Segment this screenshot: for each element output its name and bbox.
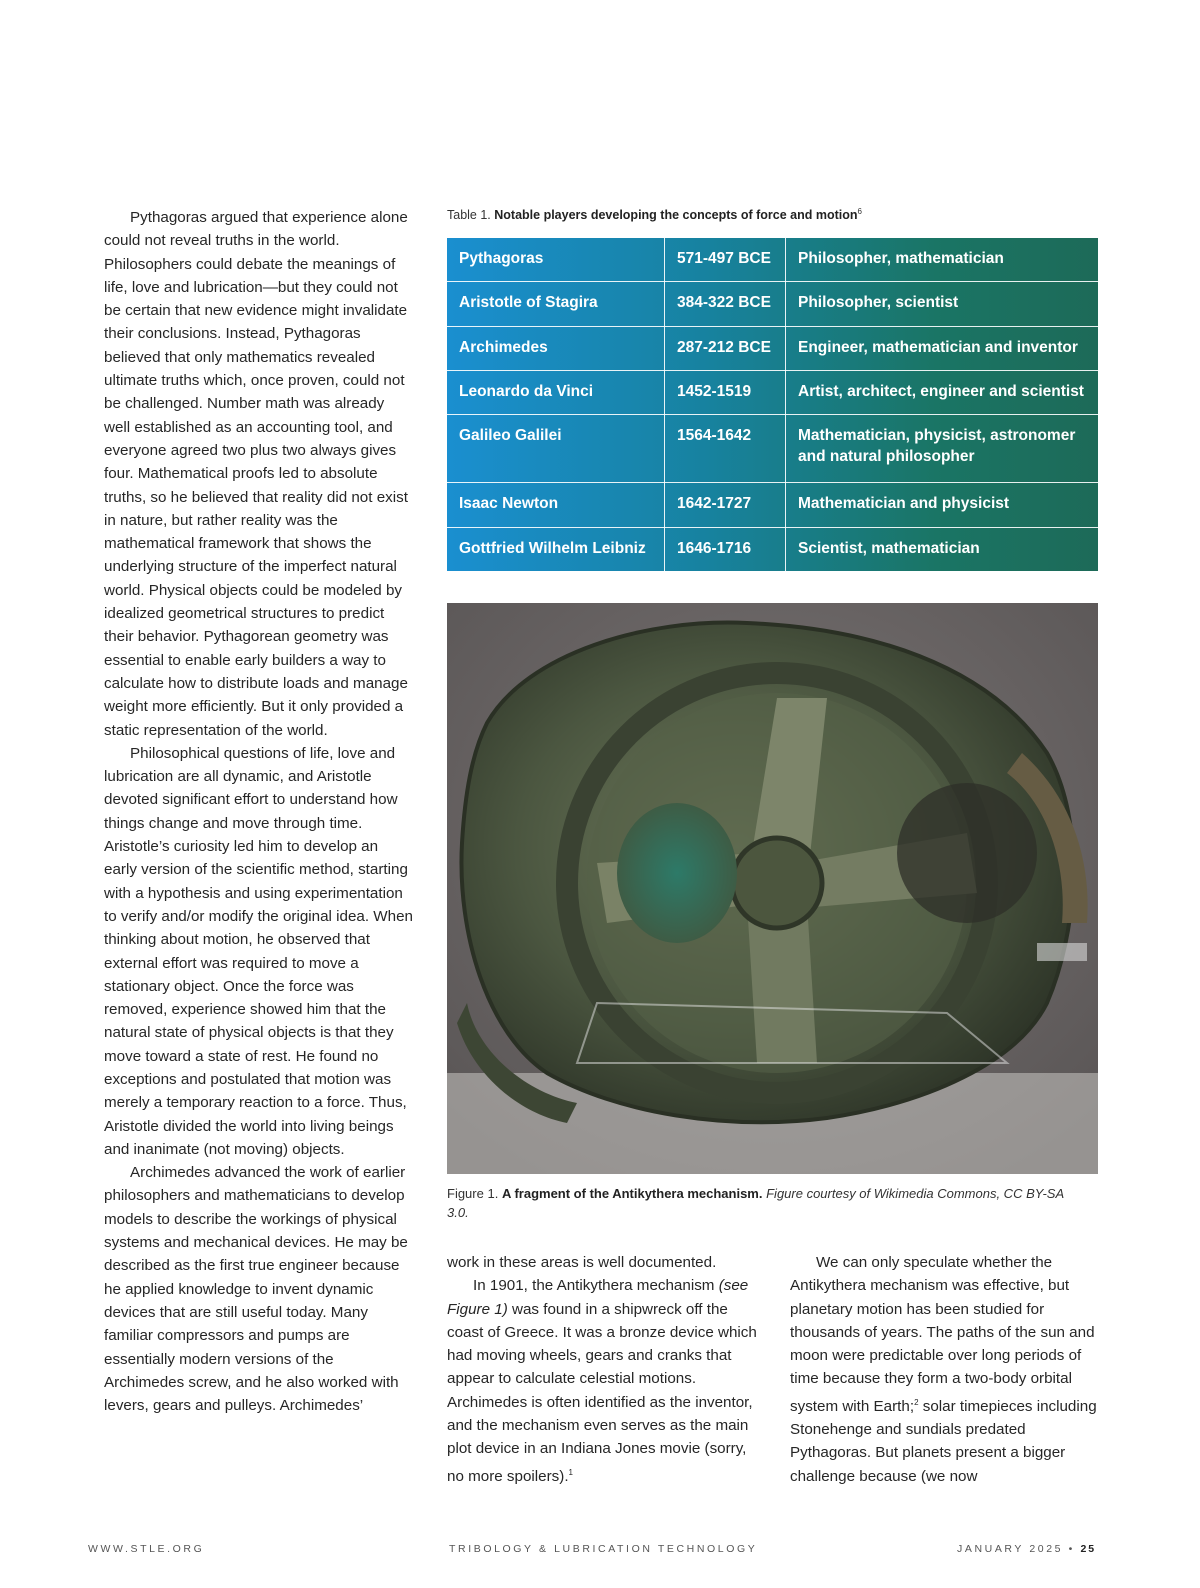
- table-row: [447, 415, 1098, 483]
- planetary-text-start: We can only speculate whether the Antikythera mechanism was effective, but planetary motion has been studied for thousands of years. The paths of the sun and moon were predictable over long periods of time because they form a two-body orbital system with Earth;: [790, 1254, 1095, 1415]
- middle-text-column: [447, 1251, 762, 1488]
- player-dates-cell: 1642-1727: [665, 483, 786, 527]
- antikythera-fragment-illustration: [447, 603, 1098, 1174]
- figure-caption: [447, 1184, 1087, 1222]
- paragraph-antikythera: [447, 1274, 762, 1488]
- footer-separator: •: [1068, 1543, 1075, 1555]
- player-role-cell: Scientist, mathematician: [786, 527, 1099, 571]
- player-dates-cell: 287-212 BCE: [665, 326, 786, 370]
- table-row: [447, 326, 1098, 370]
- page-number: 25: [1080, 1543, 1097, 1555]
- table-row: [447, 527, 1098, 571]
- table-row: [447, 370, 1098, 414]
- player-name-cell: Gottfried Wilhelm Leibniz: [447, 527, 665, 571]
- player-name-cell: Aristotle of Stagira: [447, 282, 665, 326]
- footnote-ref-2: 2: [914, 1397, 919, 1407]
- player-role-cell: Philosopher, scientist: [786, 282, 1099, 326]
- table-row: [447, 238, 1098, 282]
- figure-caption-label: Figure 1.: [447, 1186, 499, 1201]
- antikythera-text-start: In 1901, the Antikythera mechanism: [473, 1277, 715, 1295]
- player-name-cell: Pythagoras: [447, 238, 665, 282]
- table-row: [447, 282, 1098, 326]
- player-dates-cell: 571-497 BCE: [665, 238, 786, 282]
- notable-players-table: [447, 238, 1098, 571]
- footnote-ref-1: 1: [568, 1467, 573, 1477]
- table-caption-label: Table 1.: [447, 208, 491, 223]
- antikythera-text-end: was found in a shipwreck off the coast of Greece. It was a bronze device which had moving wheels, gears and cranks that appear to calculate celestial motions. Archimedes is often identified as the inventor, and the mechanism even serves as the main plot device in an Indiana Jones movie (sorry, no more spoilers).: [447, 1300, 757, 1485]
- table-caption-footnote: 6: [857, 207, 862, 216]
- player-dates-cell: 1452-1519: [665, 370, 786, 414]
- table-caption: [447, 207, 1097, 222]
- player-dates-cell: 1564-1642: [665, 415, 786, 483]
- table-row: [447, 483, 1098, 527]
- player-name-cell: Galileo Galilei: [447, 415, 665, 483]
- player-role-cell: Engineer, mathematician and inventor: [786, 326, 1099, 370]
- figure-caption-title: A fragment of the Antikythera mechanism.: [501, 1186, 763, 1201]
- footer-issue: [957, 1543, 1096, 1555]
- player-name-cell: Isaac Newton: [447, 483, 665, 527]
- player-name-cell: Leonardo da Vinci: [447, 370, 665, 414]
- player-role-cell: Mathematician and physicist: [786, 483, 1099, 527]
- player-dates-cell: 1646-1716: [665, 527, 786, 571]
- player-role-cell: Philosopher, mathematician: [786, 238, 1099, 282]
- paragraph-aristotle: Philosophical questions of life, love and lubrication are all dynamic, and Aristotle devoted significant effort to understand how things change and move through time. Aristotle’s curiosity led him to develop an early version of the scientific method, starting with a hypothesis and using experimentation to verify and/or modify the original idea. When thinking about motion, he observed that external effort was required to move a stationary object. Once the force was removed, experience showed him that the natural state of physical objects is that they move toward a state of rest. He found no exceptions and postulated that motion was merely a temporary reaction to a force. Thus, Aristotle divided the world into living beings and inanimate (not moving) objects.: [104, 744, 413, 1158]
- right-text-column: [790, 1251, 1100, 1488]
- antikythera-mechanism-figure: [447, 603, 1098, 1174]
- player-role-cell: Mathematician, physicist, astronomer and natural philosopher: [786, 415, 1099, 483]
- planetary-text-end: solar timepieces including Stonehenge and sundials predated Pythagoras. But planets present a bigger challenge because (we now: [790, 1397, 1097, 1485]
- table-caption-title: Notable players developing the concepts of force and motion: [494, 208, 858, 223]
- footer-publication: TRIBOLOGY & LUBRICATION TECHNOLOGY: [449, 1543, 758, 1555]
- figure-reference: (see Figure 1): [447, 1277, 749, 1318]
- paragraph-planetary-motion: [790, 1251, 1100, 1488]
- figure-caption-credit: Figure courtesy of Wikimedia Commons, CC BY-SA 3.0.: [447, 1186, 1064, 1220]
- footer-date: JANUARY 2025: [957, 1543, 1064, 1555]
- left-text-column: [104, 206, 414, 1417]
- paragraph-archimedes: Archimedes advanced the work of earlier philosophers and mathematicians to develop models to describe the workings of physical systems and mechanical devices. He may be described as the first true engineer because he applied knowledge to invent dynamic devices that are still useful today. Many familiar compressors and pumps are essentially modern versions of the Archimedes screw, and he also worked with levers, gears and pulleys. Archimedes’: [104, 1164, 408, 1415]
- player-role-cell: Artist, architect, engineer and scientist: [786, 370, 1099, 414]
- paragraph-pythagoras: Pythagoras argued that experience alone could not reveal truths in the world. Philosophers could debate the meanings of life, love and lubrication—but they could not be certain that new evidence might invalidate their conclusions. Instead, Pythagoras believed that only mathematics revealed ultimate truths which, once proven, could not be challenged. Number math was already well established as an accounting tool, and everyone agreed two plus two always gives four. Mathematical proofs led to absolute truths, so he believed that reality did not exist in nature, but rather reality was the mathematical framework that shows the underlying structure of the imperfect natural world. Physical objects could be modeled by idealized geometrical structures to predict their behavior. Pythagorean geometry was essential to enable early builders a way to calculate how to distribute loads and manage weight more efficiently. But it only provided a static representation of the world.: [104, 209, 408, 739]
- player-name-cell: Archimedes: [447, 326, 665, 370]
- paragraph-continued: work in these areas is well documented.: [447, 1254, 717, 1271]
- player-dates-cell: 384-322 BCE: [665, 282, 786, 326]
- footer-website: WWW.STLE.ORG: [88, 1543, 205, 1555]
